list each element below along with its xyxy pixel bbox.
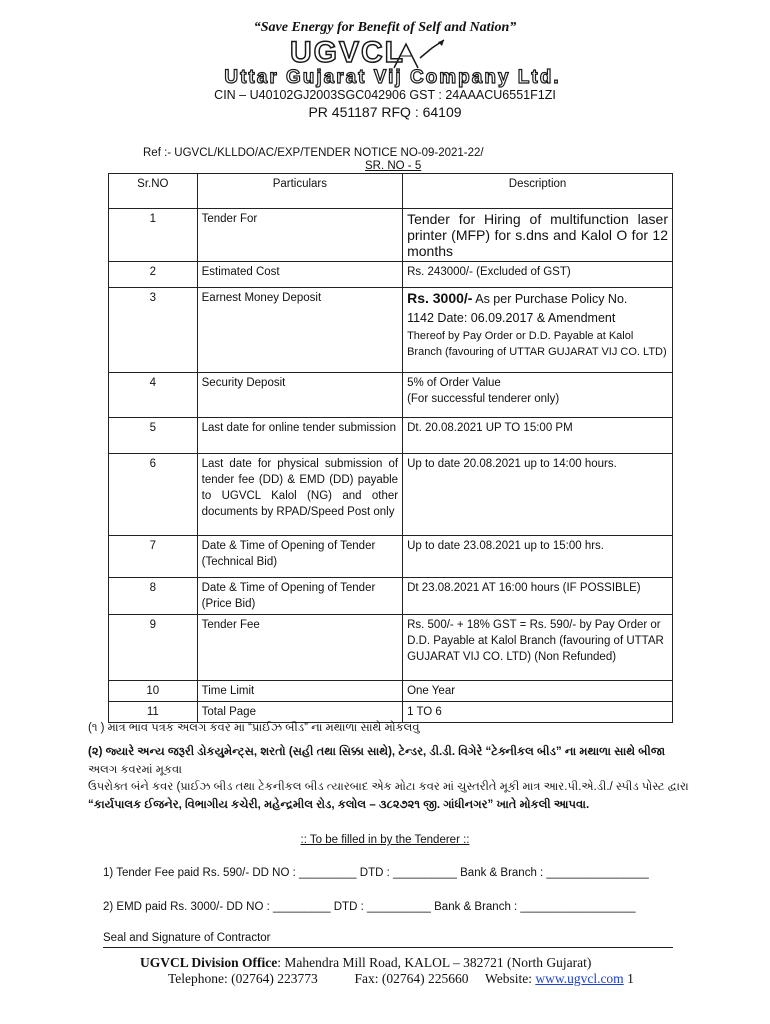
cin-gst: CIN – U40102GJ2003SGC042906 GST : 24AAACU6551F1ZI	[214, 88, 556, 102]
footer-divider	[103, 947, 673, 948]
instruction-dispatch: ઉપરોક્ત બંને કવર (પ્રાઈઝ બીડ તથા ટેકનીકલ બીડ ત્યારબાદ એક મોટા કવર માં ચુસ્તરીતે મૂકી માત્ર આર.પી.એ.ડી./ સ્પીડ પોસ્ટ દ્વારા	[88, 781, 689, 793]
security-deposit-value: 5% of Order Value	[407, 377, 501, 389]
logo-main-text: UGVCL	[290, 36, 405, 69]
table-row	[109, 288, 673, 373]
row-description: Up to date 23.08.2021 up to 15:00 hrs.	[403, 536, 673, 578]
footer-contact	[168, 971, 634, 987]
row-particular: Total Page	[197, 702, 402, 723]
row-no: 2	[109, 262, 198, 288]
row-description: Tender for Hiring of multifunction laser printer (MFP) for s.dns and Kalol O for 12 months	[403, 209, 673, 262]
row-particular: Security Deposit	[197, 373, 402, 418]
row-no: 8	[109, 578, 198, 615]
serial-number: SR. NO - 5	[365, 160, 422, 172]
header-particulars: Particulars	[197, 174, 402, 209]
row-no: 1	[109, 209, 198, 262]
row-description	[403, 373, 673, 418]
row-particular: Tender Fee	[197, 615, 402, 681]
instruction-price-bid: (૧ ) માત્ર ભાવ પત્રક અલગ કવર માં “પ્રાઈઝ બીડ” ના મથાળા સાથે મોકલવું	[88, 722, 420, 734]
row-description: Up to date 20.08.2021 up to 14:00 hours.	[403, 454, 673, 536]
page-number: 1	[627, 971, 634, 986]
row-particular: Last date for online tender submission	[197, 418, 402, 454]
table-row	[109, 681, 673, 702]
row-description: 1 TO 6	[403, 702, 673, 723]
table-row	[109, 454, 673, 536]
footer-website-label: Website:	[485, 971, 532, 986]
row-description: Rs. 243000/- (Excluded of GST)	[403, 262, 673, 288]
company-logo	[120, 38, 665, 90]
row-no: 5	[109, 418, 198, 454]
reference-number: Ref :- UGVCL/KLLDO/AC/EXP/TENDER NOTICE NO-09-2021-22/	[143, 147, 484, 159]
row-particular: Date & Time of Opening of Tender (Technical Bid)	[197, 536, 402, 578]
table-row	[109, 578, 673, 615]
row-description: Dt. 20.08.2021 UP TO 15:00 PM	[403, 418, 673, 454]
motto: “Save Energy for Benefit of Self and Nation”	[253, 20, 517, 35]
tender-table	[108, 173, 673, 723]
footer-office-label: UGVCL Division Office	[140, 955, 278, 970]
footer-fax: Fax: (02764) 225660	[354, 971, 469, 986]
row-no: 6	[109, 454, 198, 536]
emd-fill-line: 2) EMD paid Rs. 3000/- DD NO : _________ DTD : __________ Bank & Branch : __________________	[103, 901, 636, 913]
row-no: 9	[109, 615, 198, 681]
row-description: One Year	[403, 681, 673, 702]
emd-policy-date: 1142 Date: 06.09.2017 & Amendment	[407, 311, 616, 325]
table-row	[109, 209, 673, 262]
seal-signature-label: Seal and Signature of Contractor	[103, 932, 271, 944]
footer-office	[140, 955, 591, 971]
security-deposit-note: (For successful tenderer only)	[407, 393, 560, 405]
emd-policy: As per Purchase Policy No.	[472, 292, 628, 306]
row-no: 4	[109, 373, 198, 418]
emd-payment: Thereof by Pay Order or D.D. Payable at Kalol Branch (favouring of UTTAR GUJARAT VIJ CO. LTD)	[407, 330, 667, 358]
emd-amount: Rs. 3000/-	[407, 290, 473, 306]
footer-website-link[interactable]: www.ugvcl.com	[535, 971, 624, 986]
table-row	[109, 536, 673, 578]
row-particular: Last date for physical submission of tender fee (DD) & EMD (DD) payable to UGVCL Kalol (NG) and other documents by RPAD/Speed Post only	[197, 454, 402, 536]
row-description: Dt 23.08.2021 AT 16:00 hours (IF POSSIBLE)	[403, 578, 673, 615]
instruction-technical-bid: (૨) જ્યારે અન્ય જરૂરી ડોકયુમેન્ટ્સ, શરતો (સહી તથા સિક્કા સાથે), ટેન્ડર, ડી.ડી. વિગેરે “ટેક્નીકલ બીડ” ના મથાળા સાથે બીજા	[88, 746, 666, 758]
row-no: 7	[109, 536, 198, 578]
table-row	[109, 418, 673, 454]
row-description	[403, 288, 673, 373]
header-srno: Sr.NO	[109, 174, 198, 209]
logo-tower-icon	[392, 38, 452, 70]
tenderer-heading: :: To be filled in by the Tenderer ::	[300, 834, 470, 846]
tender-fee-fill-line: 1) Tender Fee paid Rs. 590/- DD NO : _________ DTD : __________ Bank & Branch : ________________	[103, 867, 649, 879]
header-description: Description	[403, 174, 673, 209]
row-particular: Time Limit	[197, 681, 402, 702]
row-no: 3	[109, 288, 198, 373]
logo-sub-text: Uttar Gujarat Vij Company Ltd.	[224, 67, 561, 88]
footer-telephone: Telephone: (02764) 223773	[168, 971, 318, 986]
table-header-row	[109, 174, 673, 209]
instruction-separate-cover: અલગ કવરમાં મૂકવા	[88, 764, 182, 776]
table-row	[109, 373, 673, 418]
pr-rfq: PR 451187 RFQ : 64109	[308, 104, 462, 120]
row-no: 10	[109, 681, 198, 702]
row-particular: Date & Time of Opening of Tender (Price Bid)	[197, 578, 402, 615]
row-particular: Tender For	[197, 209, 402, 262]
row-particular: Earnest Money Deposit	[197, 288, 402, 373]
footer-office-address: : Mahendra Mill Road, KALOL – 382721 (North Gujarat)	[277, 955, 592, 970]
row-description: Rs. 500/- + 18% GST = Rs. 590/- by Pay Order or D.D. Payable at Kalol Branch (favouring of UTTAR GUJARAT VIJ CO. LTD) (Non Refunded)	[403, 615, 673, 681]
row-no: 11	[109, 702, 198, 723]
instruction-address: “કાર્યપાલક ઈજનેર, વિભાગીય કચેરી, મહેન્દ્રમીલ રોડ, કલોલ – ૩૮૨૭૨૧ જી. ગાંધીનગર” ખાતે મોકલી આપવા.	[88, 799, 590, 811]
table-row	[109, 262, 673, 288]
row-particular: Estimated Cost	[197, 262, 402, 288]
table-row	[109, 615, 673, 681]
